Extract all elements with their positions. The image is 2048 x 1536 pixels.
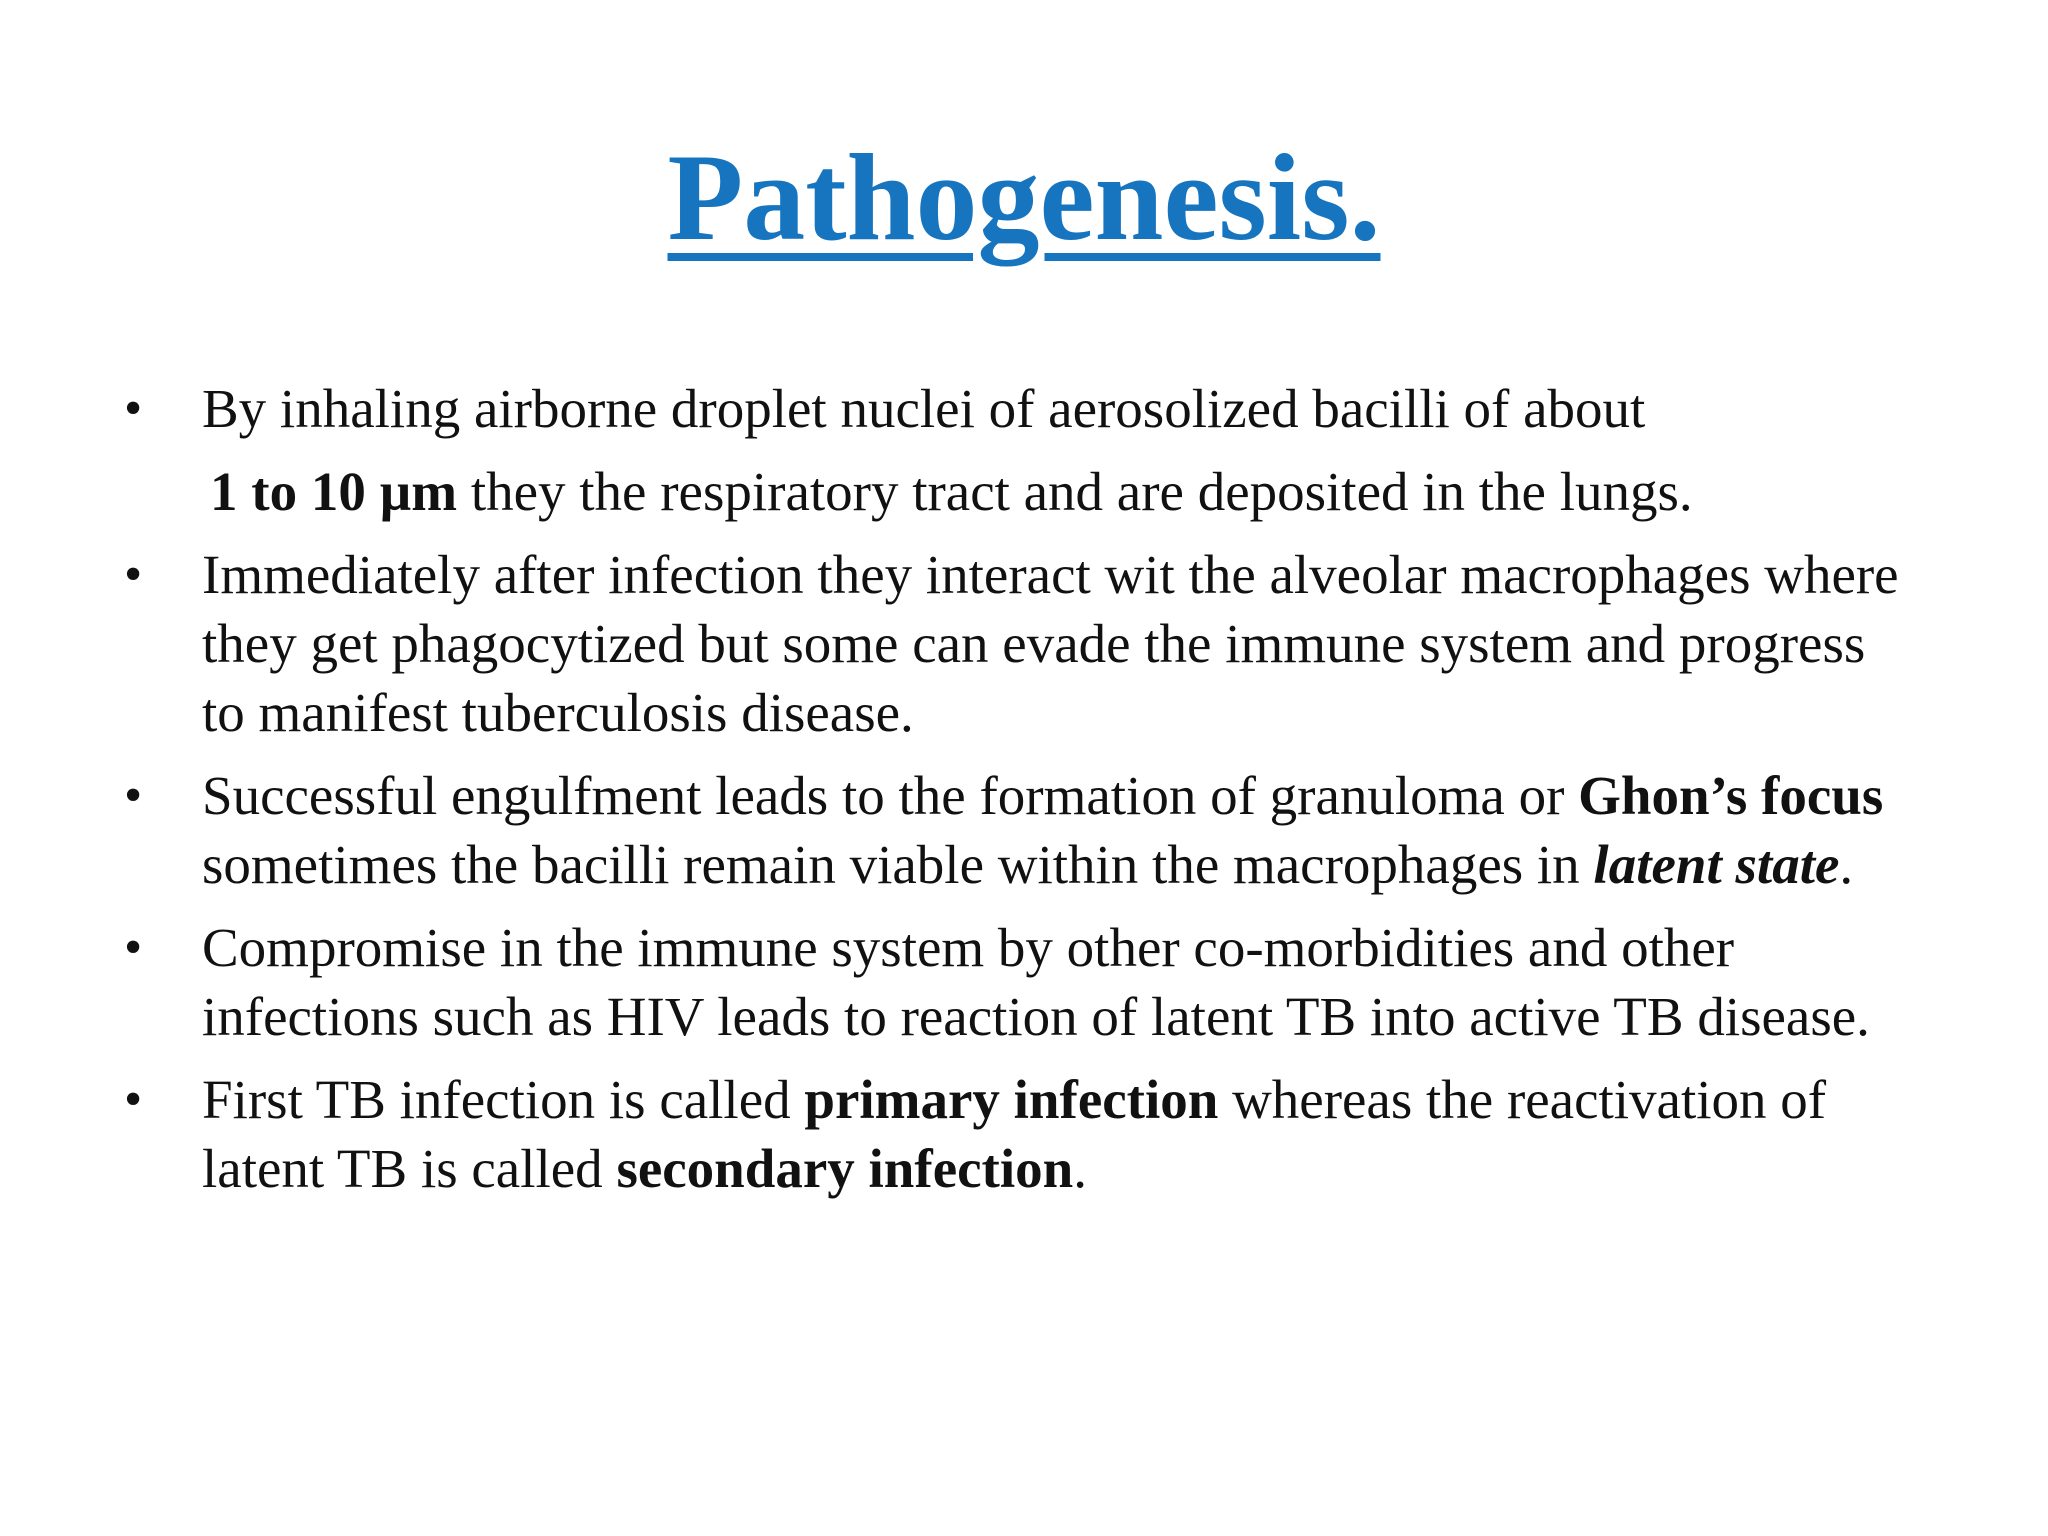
- bullet-line: infections such as HIV leads to reaction of latent TB into active TB disease.: [202, 986, 1870, 1047]
- bullet-line: Compromise in the immune system by other co-morbidities and other: [202, 917, 1735, 978]
- bullet-line: [202, 761, 2008, 830]
- bold-text: 1 to 10 µm: [210, 461, 458, 522]
- bullet-item: [0, 761, 2048, 899]
- bullet-text: whereas the reactivation of: [1218, 1069, 1827, 1130]
- bullet-list: [0, 374, 2048, 1217]
- bullet-line: [202, 1065, 2008, 1134]
- bullet-line: to manifest tuberculosis disease.: [202, 682, 914, 743]
- bold-italic-text: latent state: [1593, 834, 1840, 895]
- bullet-text: First TB infection is called: [202, 1069, 805, 1130]
- bullet-text: sometimes the bacilli remain viable within the macrophages in: [202, 834, 1594, 895]
- bullet-dot: •: [124, 1071, 143, 1128]
- bullet-text: Successful engulfment leads to the formation of granuloma or: [202, 765, 1579, 826]
- bullet-dot: •: [124, 919, 143, 976]
- bullet-line: Immediately after infection they interact wit the alveolar macrophages where: [202, 544, 1899, 605]
- bullet-line: they get phagocytized but some can evade the immune system and progress: [202, 613, 1866, 674]
- slide-title: [0, 128, 2048, 268]
- bold-text: primary infection: [804, 1069, 1219, 1130]
- bullet-dot: •: [124, 546, 143, 603]
- bold-text: secondary infection: [616, 1138, 1074, 1199]
- bullet-line: [202, 1134, 2008, 1203]
- bullet-item: [0, 540, 2048, 747]
- bullet-line: [202, 830, 2008, 899]
- bullet-line: [202, 457, 2008, 526]
- bold-text: Ghon’s focus: [1578, 765, 1884, 826]
- bullet-text: .: [1839, 834, 1854, 895]
- bullet-text: they the respiratory tract and are deposited in the lungs.: [457, 461, 1693, 522]
- bullet-line: By inhaling airborne droplet nuclei of aerosolized bacilli of about: [202, 378, 1646, 439]
- bullet-dot: •: [124, 767, 143, 824]
- bullet-item: [0, 374, 2048, 526]
- bullet-text: .: [1073, 1138, 1087, 1199]
- bullet-dot: •: [124, 380, 143, 437]
- bullet-text: latent TB is called: [202, 1138, 617, 1199]
- slide-title-text: Pathogenesis.: [667, 129, 1381, 266]
- bullet-item: [0, 1065, 2048, 1203]
- bullet-item: [0, 913, 2048, 1051]
